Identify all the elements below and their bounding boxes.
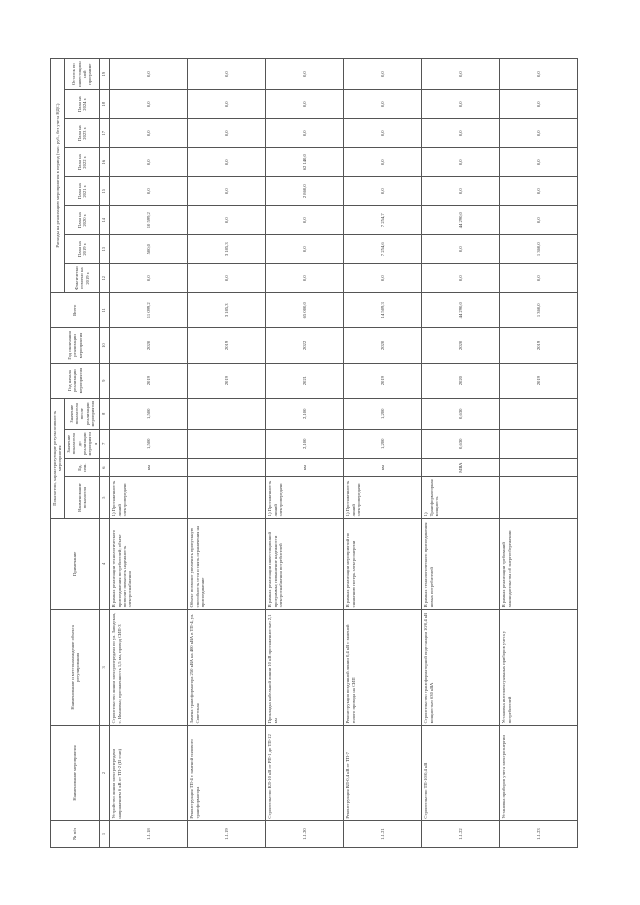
cell-end: 2020 [422, 328, 500, 363]
cell-total: 44 290,0 [422, 293, 500, 328]
column-number: 14 [100, 206, 110, 235]
header-total: Всего [51, 293, 100, 328]
header-y2020: План на 2020 г. [64, 206, 99, 235]
table-body [100, 59, 578, 848]
cell-note: В рамках реализации мероприятий по снижению потерь электроэнергии [344, 518, 422, 609]
cell-y2023: 0,0 [422, 119, 500, 148]
cell-y2024: 0,0 [188, 90, 266, 119]
cell-unit [188, 458, 266, 477]
cell-unit: км [110, 458, 188, 477]
cell-name: Установка приборов учета электроэнергии [500, 725, 578, 820]
cell-y2022: 62 140,0 [266, 148, 344, 177]
column-number: 2 [100, 725, 110, 820]
cell-before: 0,630 [422, 429, 500, 458]
cell-y2019: 7 254,6 [344, 235, 422, 264]
cell-y2021: 0,0 [422, 177, 500, 206]
header-start: Год начала реализации мероприятия [51, 363, 100, 398]
cell-after: 0,630 [422, 398, 500, 429]
cell-y2019: 3 185,3 [188, 235, 266, 264]
cell-end: 2022 [266, 328, 344, 363]
table-row [188, 59, 266, 848]
header-remain: Остаток по инвестиционной программе [64, 59, 99, 90]
table-row [500, 59, 578, 848]
cell-remain: 0,0 [266, 59, 344, 90]
cell-actual: 0,0 [110, 264, 188, 293]
column-number: 11 [100, 293, 110, 328]
cell-note: В рамках реализации требований законодательства об энергосбережении [500, 518, 578, 609]
header-end: Год окончания реализации мероприятия [51, 328, 100, 363]
cell-object: Прокладка кабельной линии 10 кВ протяженностью 2,1 км [266, 609, 344, 725]
cell-num: 1.1.20 [266, 821, 344, 848]
header-object: Наименование и местонахождение объекта регулирования [51, 609, 100, 725]
cell-name: Устройство линии электропередачи напряжением 6 кВ от ТП-2 (II этап) [110, 725, 188, 820]
cell-y2021: 0,0 [344, 177, 422, 206]
cell-indicator: 1) Протяженность линий электропередачи [344, 477, 422, 518]
cell-after: 1,200 [344, 398, 422, 429]
cell-before: 1,200 [344, 429, 422, 458]
cell-indicator [188, 477, 266, 518]
cell-remain: 0,0 [188, 59, 266, 90]
header-num: № п/п [51, 821, 100, 848]
column-number: 9 [100, 363, 110, 398]
cell-num: 1.1.18 [110, 821, 188, 848]
cell-y2024: 0,0 [422, 90, 500, 119]
cell-num: 1.1.19 [188, 821, 266, 848]
cell-name: Реконструкция ТП-4 с заменой силового трансформатора [188, 725, 266, 820]
cell-y2021: 0,0 [188, 177, 266, 206]
column-number: 1 [100, 821, 110, 848]
cell-unit: км [344, 458, 422, 477]
cell-y2019: 500,0 [110, 235, 188, 264]
table-row [110, 59, 188, 848]
cell-remain: 0,0 [500, 59, 578, 90]
column-number-row [100, 59, 110, 848]
table-row [422, 59, 500, 848]
cell-name: Реконструкция ВЛ-0,4 кВ от ТП-7 [344, 725, 422, 820]
column-number: 16 [100, 148, 110, 177]
cell-remain: 0,0 [344, 59, 422, 90]
cell-before: 2,100 [266, 429, 344, 458]
cell-total: 11 099,2 [110, 293, 188, 328]
cell-object: Замена трансформатора 250 кВА на 400 кВА в ТП-4, ул. Советская [188, 609, 266, 725]
cell-end: 2019 [188, 328, 266, 363]
cell-total: 14 509,3 [344, 293, 422, 328]
cell-start: 2021 [266, 363, 344, 398]
cell-before: 1,500 [110, 429, 188, 458]
column-number: 18 [100, 90, 110, 119]
cell-note: Объект позволит увеличить пропускную способность сети и снять ограничения на присоединение [188, 518, 266, 609]
column-number: 8 [100, 398, 110, 429]
cell-indicator: 1) Протяженность линий электропередачи [266, 477, 344, 518]
cell-y2022: 0,0 [110, 148, 188, 177]
cell-name: Строительство ТП-10/0,4 кВ [422, 725, 500, 820]
header-y2019: План на 2019 г. [64, 235, 99, 264]
cell-after [188, 398, 266, 429]
investment-program-table [50, 58, 578, 848]
cell-y2022: 0,0 [344, 148, 422, 177]
cell-y2021: 0,0 [110, 177, 188, 206]
header-y2023: План на 2023 г. [64, 119, 99, 148]
cell-start: 2019 [110, 363, 188, 398]
cell-y2019: 1 360,0 [500, 235, 578, 264]
cell-y2019: 0,0 [266, 235, 344, 264]
cell-end: 2020 [344, 328, 422, 363]
cell-object: Установка интеллектуальных приборов учета у потребителей [500, 609, 578, 725]
cell-y2020: 0,0 [266, 206, 344, 235]
cell-y2023: 0,0 [500, 119, 578, 148]
cell-y2023: 0,0 [344, 119, 422, 148]
cell-y2022: 0,0 [188, 148, 266, 177]
cell-remain: 0,0 [110, 59, 188, 90]
cell-y2024: 0,0 [110, 90, 188, 119]
cell-start: 2020 [422, 363, 500, 398]
cell-y2020: 44 290,0 [422, 206, 500, 235]
cell-object: Реконструкция воздушной линии 0,4 кВ с заменой голого провода на СИП [344, 609, 422, 725]
column-number: 17 [100, 119, 110, 148]
cell-y2021: 2 860,0 [266, 177, 344, 206]
cell-object: Строительство линии электропередачи по ул. Заводская, с. Ивановка; протяженность 1,5 км, провод СИП-3 [110, 609, 188, 725]
cell-num: 1.1.21 [344, 821, 422, 848]
cell-total: 65 000,0 [266, 293, 344, 328]
header-unit: Ед. изм. [64, 458, 99, 477]
cell-total: 3 185,3 [188, 293, 266, 328]
cell-y2024: 0,0 [266, 90, 344, 119]
cell-unit: км [266, 458, 344, 477]
header-y2021: План на 2021 г. [64, 177, 99, 206]
cell-note: В рамках реализации инвестиционной программы; повышение надежности электроснабжения потребителей [266, 518, 344, 609]
cell-y2023: 0,0 [266, 119, 344, 148]
cell-before [188, 429, 266, 458]
header-finance-group: Расходы на реализацию мероприятия в период (тыс. руб., без учета НДС) [51, 59, 65, 293]
column-number: 10 [100, 328, 110, 363]
header-note: Примечание [51, 518, 100, 609]
cell-note: В рамках технологического присоединения новых потребителей [422, 518, 500, 609]
cell-unit [500, 458, 578, 477]
table-row [266, 59, 344, 848]
cell-after: 1,500 [110, 398, 188, 429]
cell-y2022: 0,0 [422, 148, 500, 177]
cell-after: 2,100 [266, 398, 344, 429]
cell-before [500, 429, 578, 458]
rotated-table-sheet [50, 58, 580, 848]
cell-after [500, 398, 578, 429]
column-number: 5 [100, 477, 110, 518]
column-number: 15 [100, 177, 110, 206]
cell-actual: 0,0 [422, 264, 500, 293]
cell-y2023: 0,0 [110, 119, 188, 148]
cell-unit: МВА [422, 458, 500, 477]
cell-actual: 0,0 [266, 264, 344, 293]
cell-y2021: 0,0 [500, 177, 578, 206]
cell-object: Строительство трансформаторной подстанции 10/0,4 кВ мощностью 630 кВА [422, 609, 500, 725]
cell-num: 1.1.23 [500, 821, 578, 848]
cell-y2022: 0,0 [500, 148, 578, 177]
header-value-before: Значение показателя до реализации мероприятия [64, 429, 99, 458]
column-number: 4 [100, 518, 110, 609]
cell-y2020: 10 599,2 [110, 206, 188, 235]
column-number: 19 [100, 59, 110, 90]
cell-y2020: 7 254,7 [344, 206, 422, 235]
header-y2022: План на 2022 г. [64, 148, 99, 177]
cell-actual: 0,0 [188, 264, 266, 293]
cell-y2019: 0,0 [422, 235, 500, 264]
header-y2024: План на 2024 г. [64, 90, 99, 119]
cell-total: 1 360,0 [500, 293, 578, 328]
cell-end: 2019 [500, 328, 578, 363]
cell-y2024: 0,0 [500, 90, 578, 119]
cell-y2020: 0,0 [188, 206, 266, 235]
column-number: 6 [100, 458, 110, 477]
cell-start: 2019 [500, 363, 578, 398]
cell-note: В рамках реализации технологического присоединения потребителей; объект позволит повысить надежность электроснабжения [110, 518, 188, 609]
cell-y2024: 0,0 [344, 90, 422, 119]
cell-indicator [500, 477, 578, 518]
cell-y2023: 0,0 [188, 119, 266, 148]
column-number: 7 [100, 429, 110, 458]
cell-start: 2019 [188, 363, 266, 398]
cell-end: 2020 [110, 328, 188, 363]
header-results-group: Показатели, характеризующие результативность мероприятия [51, 398, 65, 518]
cell-indicator: 1) Трансформаторная мощность [422, 477, 500, 518]
cell-remain: 0,0 [422, 59, 500, 90]
cell-indicator: 1) Протяженность линий электропередачи [110, 477, 188, 518]
cell-start: 2019 [344, 363, 422, 398]
cell-actual: 0,0 [344, 264, 422, 293]
header-indicator: Наименование показателя [64, 477, 99, 518]
column-number: 13 [100, 235, 110, 264]
cell-num: 1.1.22 [422, 821, 500, 848]
header-actual: Фактически освоено на 2019 г. [64, 264, 99, 293]
table-row [344, 59, 422, 848]
cell-y2020: 0,0 [500, 206, 578, 235]
cell-name: Строительство КЛ-10 кВ от РП-1 до ТП-12 [266, 725, 344, 820]
column-number: 12 [100, 264, 110, 293]
column-number: 3 [100, 609, 110, 725]
header-value-after: Значение показателя после реализации мероприятия [64, 398, 99, 429]
cell-actual: 0,0 [500, 264, 578, 293]
header-name: Наименование мероприятия [51, 725, 100, 820]
